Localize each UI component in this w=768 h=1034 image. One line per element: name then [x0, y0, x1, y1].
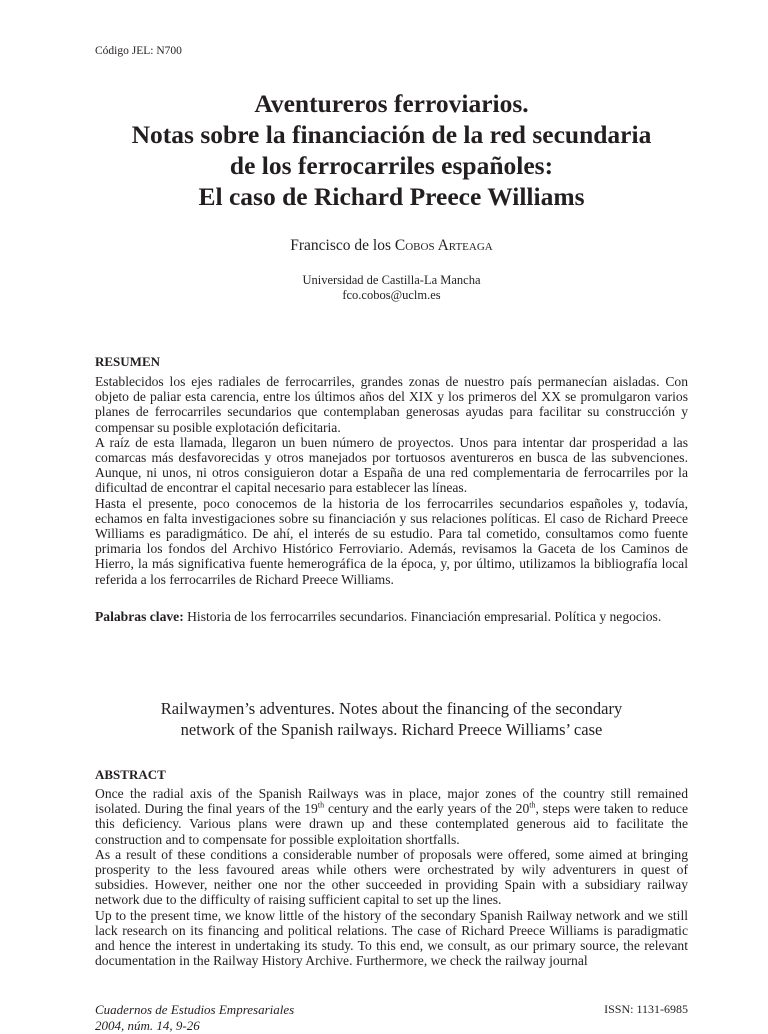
superscript: th: [529, 800, 536, 810]
english-title-line: Railwaymen’s adventures. Notes about the financing of the secondary: [160, 699, 623, 718]
institution: Universidad de Castilla-La Mancha: [302, 273, 481, 287]
journal-volume: 2004, núm. 14, 9-26: [95, 1018, 200, 1033]
english-title: [95, 698, 688, 740]
author-name: [95, 237, 688, 255]
abstract-text: century and the early years of the 20: [324, 801, 530, 817]
keywords: [95, 609, 688, 625]
journal-name: Cuadernos de Estudios Empresariales: [95, 1002, 295, 1017]
author-email: fco.cobos@uclm.es: [342, 288, 441, 302]
paper-title: [95, 88, 688, 212]
keywords-label: Palabras clave:: [95, 609, 184, 624]
abstract-body: [95, 786, 688, 968]
author-last-name: Cobos Arteaga: [394, 237, 493, 254]
keywords-text: Historia de los ferrocarriles secundarios. Financiación empresarial. Política y negocios.: [183, 609, 662, 624]
issn: ISSN: 1131-6985: [604, 1002, 688, 1016]
abstract-paragraph: [95, 786, 688, 847]
abstract-paragraph: As a result of these conditions a considerable number of proposals were offered, some aimed at bringing prosperity to the less favoured areas while others were orchestrated by wily adventurers in quest of subsidies. However, neither one nor the other succeeded in providing Spain with a subsidiary railway network due to the difficulty of raising sufficient capital to set up the lines.: [95, 846, 688, 908]
journal-footer: [95, 1002, 294, 1034]
english-title-line: network of the Spanish railways. Richard Preece Williams’ case: [180, 720, 603, 739]
abstract-heading: ABSTRACT: [95, 767, 166, 782]
resumen-heading: RESUMEN: [95, 354, 161, 369]
abstract-text: , steps were taken to reduce this deficiency. Various plans were drawn up and these contemplated generous aid to facilitate the construction and to compensate for possible exploitation shortfalls.: [95, 801, 688, 847]
title-line: El caso de Richard Preece Williams: [198, 182, 585, 211]
author-first-name: Francisco de los: [290, 237, 395, 254]
resumen-paragraph: Hasta el presente, poco conocemos de la historia de los ferrocarriles secundarios españoles y, todavía, echamos en falta investigaciones sobre su financiación y sus relaciones políticas. El caso de Richard Preece Williams es paradigmático. De ahí, el interés de su estudio. Para tal cometido, consultamos como fuente primaria los fondos del Archivo Histórico Ferroviario. Además, revisamos la Gaceta de los Caminos de Hierro, la más significativa fuente hemerográfica de la época, y, por último, utilizamos la bibliografía local referida a los ferrocarriles de Richard Preece Williams.: [95, 495, 688, 587]
resumen-paragraph: A raíz de esta llamada, llegaron un buen número de proyectos. Unos para intentar dar prosperidad a las comarcas más desfavorecidas y otros manejados por tortuosos aventureros en busca de las subvenciones. Aunque, ni unos, ni otros consiguieron dotar a España de una red complementaria de ferrocarriles por la dificultad de encontrar el capital necesario para establecer las líneas.: [95, 434, 688, 496]
title-line: Notas sobre la financiación de la red secundaria: [131, 120, 652, 149]
affiliation: [95, 273, 688, 303]
paper-page: [95, 0, 688, 1033]
superscript: th: [317, 800, 325, 810]
resumen-body: [95, 374, 688, 587]
title-line: Aventureros ferroviarios.: [254, 89, 529, 118]
jel-code: Código JEL: N700: [95, 45, 182, 57]
resumen-paragraph: Establecidos los ejes radiales de ferrocarriles, grandes zonas de nuestro país permanecían aisladas. Con objeto de paliar esta carencia, entre los últimos años del XIX y los primeros del XX se promulgaron varios planes de ferrocarriles secundarios que contemplaban generosas ayudas para facilitar su construcción y compensar su posible explotación deficitaria.: [95, 374, 688, 435]
title-line: de los ferrocarriles españoles:: [229, 151, 554, 180]
abstract-text: Once the radial axis of the Spanish Railways was in place, major zones of the country still remained isolated. During the final years of the 19: [95, 786, 688, 817]
abstract-paragraph: Up to the present time, we know little of the history of the secondary Spanish Railway network and we still lack research on its financing and political relations. The case of Richard Preece Williams is paradigmatic and hence the interest in undertaking its study. To this end, we consult, as our primary source, the relevant documentation in the Railway History Archive. Furthermore, we check the railway journal: [95, 907, 688, 969]
